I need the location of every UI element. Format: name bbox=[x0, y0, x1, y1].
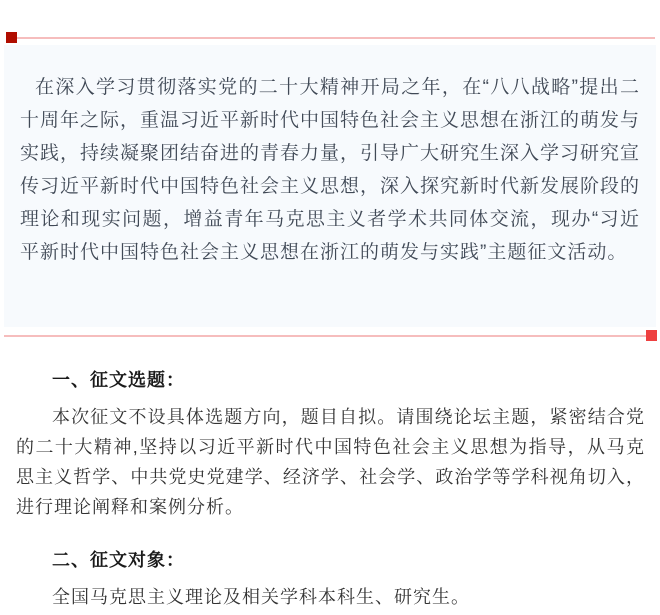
intro-panel bbox=[4, 45, 656, 327]
red-square-marker-top bbox=[6, 32, 17, 43]
section-heading-topic: 一、征文选题： bbox=[52, 370, 185, 390]
top-divider-line bbox=[17, 37, 655, 39]
section-body-topic: 本次征文不设具体选题方向，题目自拟。请围绕论坛主题，紧密结合党的二十大精神,坚持以习近平新时代中国特色社会主义思想为指导，从马克思主义哲学、中共党史党建学、经济学、社会学、政治学等学科视角切入，进行理论阐释和案例分析。 bbox=[16, 407, 645, 517]
section-heading-audience: 二、征文对象： bbox=[52, 550, 185, 570]
intro-paragraph: 在深入学习贯彻落实党的二十大精神开局之年，在“八八战略”提出二十周年之际，重温习近平新时代中国特色社会主义思想在浙江的萌发与实践，持续凝聚团结奋进的青春力量，引导广大研究生深入学习研究宣传习近平新时代中国特色社会主义思想，深入探究新时代新发展阶段的理论和现实问题，增益青年马克思主义者学术共同体交流，现办“习近平新时代中国特色社会主义思想在浙江的萌发与实践”主题征文活动。 bbox=[20, 77, 641, 263]
bottom-divider-line bbox=[4, 335, 646, 337]
article-body bbox=[16, 360, 645, 615]
section-body-audience: 全国马克思主义理论及相关学科本科生、研究生。 bbox=[52, 587, 470, 607]
bottom-divider bbox=[4, 330, 657, 341]
red-square-marker-bottom bbox=[646, 330, 657, 341]
top-divider bbox=[6, 32, 655, 43]
